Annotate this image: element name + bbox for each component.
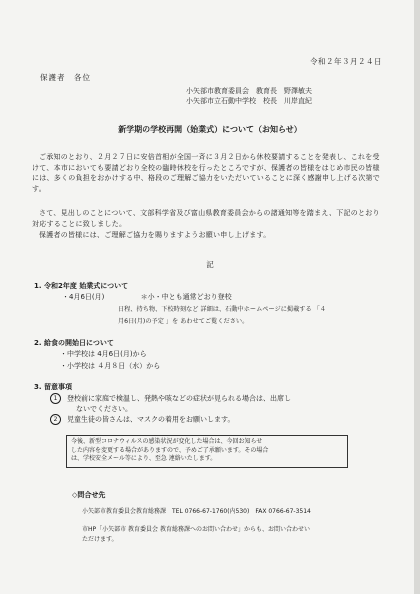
notice-line-3: は、学校安全メール等により、至急 連絡いたします。 [71, 455, 217, 462]
intro-paragraph-3: 保護者の皆様には、ご理解ご協力を賜りますようお願い申し上げます。 [39, 231, 271, 239]
circled-number-2-icon: 2 [50, 414, 61, 425]
scan-edge [414, 0, 420, 594]
caution-item-2 [50, 414, 234, 425]
section-1-detail-line-2: 月6日(月)の予定 」を あわせてご覧ください。 [118, 318, 249, 325]
caution-item-1-continued: ないでください。 [76, 405, 132, 413]
intro-paragraph-1: ご承知のとおり、２月２７日に安倍首相が全国一斉に３月２日から休校要請することを発表し、これを受けて、本市においても要請どおり全校の臨時休校を行ったところですが、保護者の皆様をはじめ市民の皆様には、多くの負担をおかけする中、格段のご理解ご協力をいただいていることに深く感謝申し上げる次第です。 [32, 153, 380, 193]
section-1-detail-line-1: 日程、持ち物、下校時刻など 詳細は、石動中ホームページに掲載する 「４ [118, 306, 326, 313]
sender-line-1: 小矢部市教育委員会 教育長 野澤敏夫 [186, 87, 312, 95]
circled-number-1-icon: 1 [50, 393, 61, 404]
document-title: 新学期の学校再開（始業式）について（お知らせ） [118, 125, 302, 134]
intro-paragraph-2: さて、見出しのことについて、文部科学省及び富山県教育委員会からの諸通知等を踏まえ、下記のとおり対応することに致しました。 [32, 209, 380, 228]
section-3-heading: 3. 留意事項 [34, 383, 72, 391]
caution-item-1-text: 登校前に家庭で検温し、発熱や咳などの症状が見られる場合は、出席し [67, 394, 291, 403]
contact-web-line: 市HP「小矢部市 教育委員会 教育総務課へのお問い合わせ」からも、お問い合わせい [82, 526, 310, 533]
change-notice-box [66, 435, 348, 468]
lunch-start-elementary: ・小学校は ４月８日（水）から [60, 362, 161, 370]
notice-line-1: 今後、新型コロナウィルスの感染状況が変化した場合は、今回お知らせ [71, 438, 263, 445]
sender-line-2: 小矢部市立石動中学校 校長 川岸直紀 [186, 97, 312, 105]
document-date: 令和２年３月２４日 [310, 57, 382, 66]
addressee: 保護者 各位 [40, 73, 91, 82]
contact-web-line-continued: ただけます。 [82, 536, 118, 543]
attendance-note: ＊小・中とも通常どおり登校 [140, 293, 232, 301]
notice-line-2: した内容を変更する場合がありますので、予めご了承願います。その場合 [71, 446, 269, 454]
contact-heading: ◇問合せ先 [72, 491, 106, 499]
caution-item-2-text: 児童生徒の皆さんは、マスクの着用をお願いします。 [67, 415, 235, 424]
lunch-start-junior-high: ・中学校は 4月6日(月)から [60, 350, 147, 358]
ceremony-date: ・4月6日(月) [62, 293, 105, 301]
section-1-heading: 1. 令和2年度 始業式について [34, 282, 129, 290]
section-2-heading: 2. 給食の開始日について [34, 339, 114, 347]
contact-phone-line: 小矢部市教育委員会教育総務課 TEL 0766-67-1760(内530) FAX 0766-67-3514 [82, 508, 311, 515]
section-1-date-line [62, 292, 232, 302]
caution-item-1 [50, 393, 291, 404]
ki-marker: 記 [206, 260, 214, 269]
